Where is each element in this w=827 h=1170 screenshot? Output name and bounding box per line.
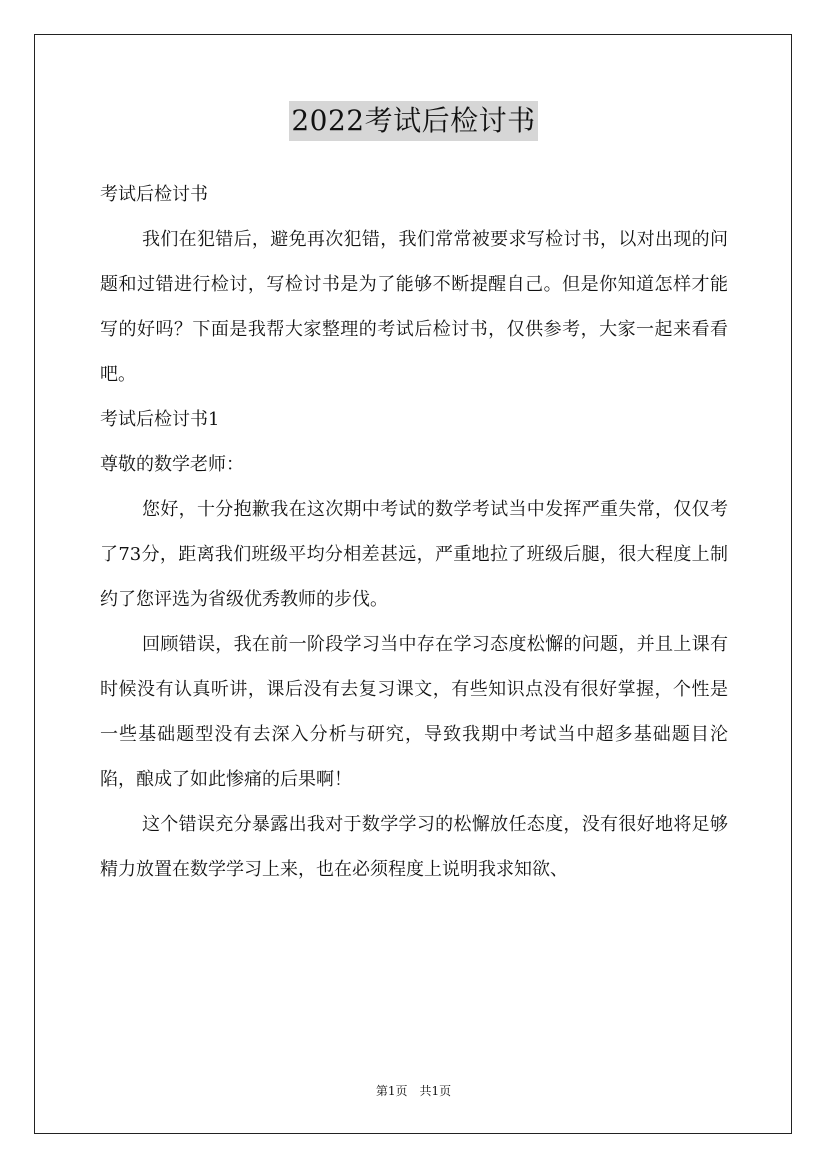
paragraph-5: 回顾错误，我在前一阶段学习当中存在学习态度松懈的问题，并且上课有时候没有认真听讲，课后没有去复习课文，有些知识点没有很好掌握，个性是一些基础题型没有去深入分析与研究，导致我期中考试当中超多基础题目沦陷，酿成了如此惨痛的后果啊！ [100,634,728,790]
title-container [0,101,827,141]
paragraph-1: 我们在犯错后，避免再次犯错，我们常常被要求写检讨书，以对出现的问题和过错进行检讨，写检讨书是为了能够不断提醒自己。但是你知道怎样才能写的好吗？下面是我帮大家整理的考试后检讨书，仅供参考，大家一起来看看吧。 [100,229,728,385]
paragraph-0: 考试后检讨书 [100,184,208,205]
page-number: 第1页 [375,1084,408,1098]
paragraph-2: 考试后检讨书1 [100,409,220,430]
page-total: 共1页 [419,1084,452,1098]
page-footer [0,1083,827,1099]
document-title: 2022考试后检讨书 [289,101,537,141]
paragraph-6: 这个错误充分暴露出我对于数学学习的松懈放任态度，没有很好地将足够精力放置在数学学习上来，也在必须程度上说明我求知欲、 [100,814,728,880]
paragraph-3: 尊敬的数学老师： [100,454,244,475]
paragraph-4: 您好，十分抱歉我在这次期中考试的数学考试当中发挥严重失常，仅仅考了73分，距离我们班级平均分相差甚远，严重地拉了班级后腿，很大程度上制约了您评选为省级优秀教师的步伐。 [100,499,728,610]
document-body [100,172,728,892]
